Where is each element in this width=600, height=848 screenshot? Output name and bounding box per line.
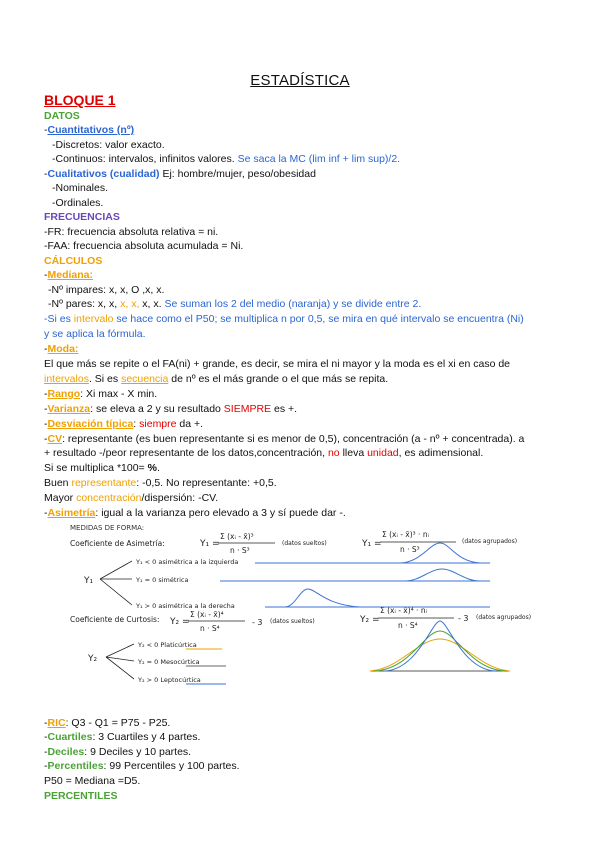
secuencia-word: secuencia xyxy=(121,373,169,385)
y1-grouped-label: Y₁ = xyxy=(362,539,382,549)
branch-line xyxy=(100,561,132,579)
page-title: ESTADÍSTICA xyxy=(250,72,350,89)
ordinales-line: -Ordinales. xyxy=(52,197,104,209)
desviacion-c: da +. xyxy=(176,418,204,430)
coef-asimetria-label: Coeficiente de Asimetría: xyxy=(70,539,165,548)
datos-heading: DATOS xyxy=(44,110,80,122)
intervalos-word: intervalos xyxy=(44,373,89,385)
y1-grouped-numerator: Σ (xᵢ - x̄)³ · nᵢ xyxy=(382,530,429,539)
cv-line2 xyxy=(44,447,564,460)
minus-three-2: - 3 xyxy=(458,614,469,623)
mesocurtica-label: Y₂ = 0 Mesocúrtica xyxy=(138,658,200,666)
discretos-line: -Discretos: valor exacto. xyxy=(52,139,165,151)
datos-agrupados-note-2: (datos agrupados) xyxy=(476,614,532,621)
rango-line xyxy=(44,388,564,401)
y2-grouped-numerator: Σ (xᵢ - x̄)⁴ · nᵢ xyxy=(380,606,427,615)
asim-der-label: Y₁ > 0 asimétrica a la derecha xyxy=(136,602,235,610)
cuartiles-text: : 3 Cuartiles y 4 partes. xyxy=(92,731,201,743)
unidad-word: unidad xyxy=(367,447,399,459)
pares-note: Se suman los 2 del medio (naranja) y se divide entre 2. xyxy=(164,298,422,310)
varianza-label: Varianza xyxy=(47,403,91,415)
dash: - xyxy=(44,731,48,743)
deciles-label: Deciles xyxy=(47,746,85,758)
pares-line xyxy=(44,298,568,311)
impares-line: -Nº impares: x, x, O ,x, x. xyxy=(48,284,165,296)
dash: - xyxy=(44,168,48,180)
y1-formula-label: Y₁ = xyxy=(200,539,220,549)
datos-agrupados-note: (datos agrupados) xyxy=(462,538,518,545)
cv-line3 xyxy=(44,462,564,475)
shape-measures-diagram xyxy=(70,521,540,714)
no-word: no xyxy=(327,447,340,459)
varianza-a: : se eleva a 2 y su resultado xyxy=(90,403,224,415)
desviacion-line xyxy=(44,418,564,431)
buen-line xyxy=(44,477,564,490)
percentiles-line xyxy=(44,760,564,773)
si-intervalo-line2: y se aplica la fórmula. xyxy=(44,328,146,340)
cv2-c: lleva xyxy=(339,447,368,459)
faa-line: -FAA: frecuencia absoluta acumulada = Ni. xyxy=(44,240,244,252)
diagram-heading: MEDIDAS DE FORMA: xyxy=(70,524,145,532)
y2-grouped-denominator: n · S⁴ xyxy=(398,621,418,630)
y1-formula-numerator: Σ (xᵢ - x̄)³ xyxy=(220,532,254,541)
si-intervalo-c: se hace como el P50; se multiplica n por 0,5, se mira en qué intervalo se encuentra (Ni) xyxy=(113,313,524,325)
asimetria-label: Asimetría xyxy=(47,507,96,519)
cv2-e: , es adimensional. xyxy=(398,447,484,459)
desviacion-label: Desviación típica xyxy=(47,418,134,430)
branch-line xyxy=(106,644,134,657)
dash: - xyxy=(44,388,48,400)
cv-line xyxy=(44,433,564,446)
cuartiles-line xyxy=(44,731,564,744)
cv-text: : representante (es buen representante si es menor de 0,5), concentración (a - nº + concentrada). a xyxy=(62,433,525,445)
datos-sueltos-note-2: (datos sueltos) xyxy=(270,618,315,625)
deciles-text: : 9 Deciles y 10 partes. xyxy=(84,746,192,758)
asimetria-text: : igual a la varianza pero elevado a 3 y sí puede dar -. xyxy=(95,507,346,519)
moda-line xyxy=(44,343,564,356)
dash: - xyxy=(44,717,48,729)
y2-formula-numerator: Σ (xᵢ - x̄)⁴ xyxy=(190,610,224,619)
coef-curtosis-label: Coeficiente de Curtosis: xyxy=(70,615,160,624)
cualitativos-line xyxy=(44,168,564,181)
symmetric-curve xyxy=(405,569,480,581)
platicurtica-curve xyxy=(370,639,510,671)
siempre-word: SIEMPRE xyxy=(223,403,272,415)
dash: - xyxy=(44,124,48,136)
intervalo-word: intervalo xyxy=(73,313,114,325)
cuartiles-label: Cuartiles xyxy=(47,731,93,743)
simetrica-label: Y₁ = 0 simétrica xyxy=(136,576,189,584)
mayor-line xyxy=(44,492,564,505)
varianza-c: es +. xyxy=(271,403,298,415)
datos-sueltos-note: (datos sueltos) xyxy=(282,540,327,547)
percentiles-heading: PERCENTILES xyxy=(44,790,118,802)
y2-symbol: Y₂ xyxy=(88,654,98,664)
y1-formula-denominator: n · S³ xyxy=(230,546,250,555)
ric-line xyxy=(44,717,564,730)
dash: - xyxy=(44,746,48,758)
dash: - xyxy=(44,418,48,430)
buen-c: : -0,5. No representante: +0,5. xyxy=(136,477,277,489)
fr-line: -FR: frecuencia absoluta relativa = ni. xyxy=(44,226,219,238)
dash: - xyxy=(44,343,48,355)
pares-a: -Nº pares: x, x, xyxy=(48,298,121,310)
continuos-note: Se saca la MC (lim inf + lim sup)/2. xyxy=(237,153,401,165)
representante-word: representante xyxy=(71,477,137,489)
siempre-word-2: siempre xyxy=(139,418,177,430)
cv3-c: . xyxy=(156,462,160,474)
cv-label: CV xyxy=(47,433,63,445)
moda-text2-b: . Si es xyxy=(88,373,122,385)
concentracion-word: concentración xyxy=(76,492,142,504)
percent-sign: % xyxy=(147,462,157,474)
cv2-a: + resultado -/peor representante de los datos,concentración, xyxy=(44,447,328,459)
mayor-c: /dispersión: -CV. xyxy=(141,492,219,504)
pares-middle: x, x, xyxy=(120,298,140,310)
rango-label: Rango xyxy=(47,388,81,400)
mediana-label: Mediana: xyxy=(47,269,94,281)
rango-text: : Xi max - X min. xyxy=(80,388,158,400)
y2-formula-denominator: n · S⁴ xyxy=(200,624,220,633)
continuos-text: -Continuos: intervalos, infinitos valores. xyxy=(52,153,238,165)
moda-text2-d: de nº es el más grande o el que más se repita. xyxy=(168,373,389,385)
frecuencias-heading: FRECUENCIAS xyxy=(44,211,120,223)
dash: - xyxy=(44,760,48,772)
branch-line xyxy=(100,579,132,605)
moda-text1: El que más se repite o el FA(ni) + grande, es decir, se mira el ni mayor y la moda es el xi en caso de xyxy=(44,358,511,370)
moda-text2 xyxy=(44,373,564,386)
si-intervalo-a: -Si es xyxy=(44,313,74,325)
y2-grouped-label: Y₂ = xyxy=(360,615,380,625)
mesocurtica-curve xyxy=(375,631,505,671)
moda-label: Moda: xyxy=(47,343,79,355)
right-skew-curve xyxy=(285,589,360,607)
ric-text: : Q3 - Q1 = P75 - P25. xyxy=(65,717,171,729)
dash: - xyxy=(44,507,48,519)
y1-grouped-denominator: n · S³ xyxy=(400,545,420,554)
asimetria-line xyxy=(44,507,564,520)
ric-label: RIC xyxy=(47,717,66,729)
dash: - xyxy=(44,433,48,445)
y2-formula-label: Y₂ = xyxy=(170,617,190,627)
pares-c: x, x. xyxy=(139,298,165,310)
si-intervalo-line xyxy=(44,313,564,326)
cv3-a: Si se multiplica *100= xyxy=(44,462,148,474)
buen-a: Buen xyxy=(44,477,72,489)
mediana-line xyxy=(44,269,564,282)
percentiles-label: Percentiles xyxy=(47,760,104,772)
dash: - xyxy=(44,403,48,415)
desviacion-a: : xyxy=(133,418,140,430)
percentiles-text: : 99 Percentiles y 100 partes. xyxy=(103,760,240,772)
minus-three: - 3 xyxy=(252,618,263,627)
nominales-line: -Nominales. xyxy=(52,182,109,194)
cuantitativos-label: Cuantitativos (nº) xyxy=(47,124,135,136)
varianza-line xyxy=(44,403,564,416)
cualitativos-label: Cualitativos (cualidad) xyxy=(47,168,160,180)
bloque-heading: BLOQUE 1 xyxy=(44,92,116,108)
dash: - xyxy=(44,269,48,281)
mayor-a: Mayor xyxy=(44,492,77,504)
cualitativos-text: Ej: hombre/mujer, peso/obesidad xyxy=(159,168,316,180)
platicurtica-label: Y₂ < 0 Platicúrtica xyxy=(138,641,197,649)
deciles-line xyxy=(44,746,564,759)
asim-izq-label: Y₁ < 0 asimétrica a la izquierda xyxy=(136,558,239,566)
leptocurtica-label: Y₂ > 0 Leptocúrtica xyxy=(138,676,201,684)
y1-symbol: Y₁ xyxy=(84,576,94,586)
cuantitativos-line xyxy=(44,124,564,137)
p50-line: P50 = Mediana =D5. xyxy=(44,775,141,787)
calculos-heading: CÁLCULOS xyxy=(44,255,103,267)
continuos-line xyxy=(44,153,572,166)
